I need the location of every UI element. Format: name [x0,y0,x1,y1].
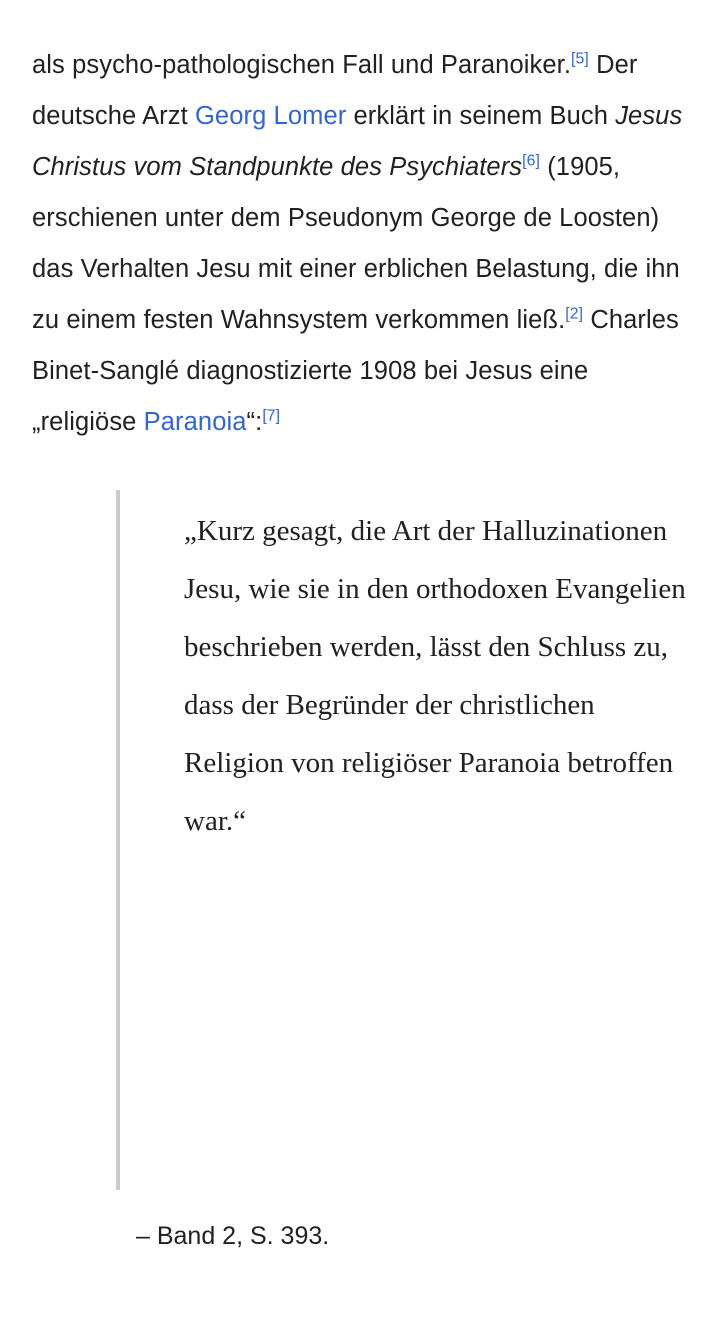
reference-link-2[interactable]: [2] [565,305,584,322]
blockquote-content [120,490,687,1190]
blockquote-attribution: – Band 2, S. 393. [136,1221,330,1250]
paragraph-segment-6: “: [246,407,263,436]
reference-link-5[interactable]: [5] [571,50,589,67]
reference-link-7[interactable]: [7] [262,407,281,424]
paragraph-segment-4: (1905, erschienen unter dem Pseudonym George de Loosten) das Verhalten Jesu mit einer erblichen Belastung, die ihn zu einem festen Wahnsystem verkommen ließ. [32,152,680,334]
reference-marker-6[interactable] [522,152,540,169]
link-paranoia[interactable]: Paranoia [143,407,247,436]
link-georg-lomer[interactable]: Georg Lomer [195,101,347,130]
blockquote-text: „Kurz gesagt, die Art der Halluzinationen Jesu, wie sie in den orthodoxen Evangelien beschrieben werden, lässt den Schluss zu, dass der Begründer der christlichen Religion von religiöser Paranoia betroffen war.“ [184,514,686,837]
book-title: Jesus Christus vom Standpunkte des Psychiaters [32,101,683,181]
reference-marker-5[interactable] [571,50,589,67]
reference-marker-2[interactable] [565,305,583,322]
reference-marker-7[interactable] [262,407,280,424]
reference-link-6[interactable]: [6] [522,152,541,169]
paragraph-segment-2: Der deutsche Arzt [32,50,638,130]
paragraph-segment-1: als psycho-pathologischen Fall und Paranoiker. [32,50,572,79]
paragraph-segment-3: erklärt in seinem Buch [346,101,616,130]
paragraph-segment-5: Charles Binet-Sanglé diagnostizierte 1908 bei Jesus eine „religiöse [32,305,679,436]
article-paragraph [32,40,687,448]
blockquote [32,490,687,1190]
